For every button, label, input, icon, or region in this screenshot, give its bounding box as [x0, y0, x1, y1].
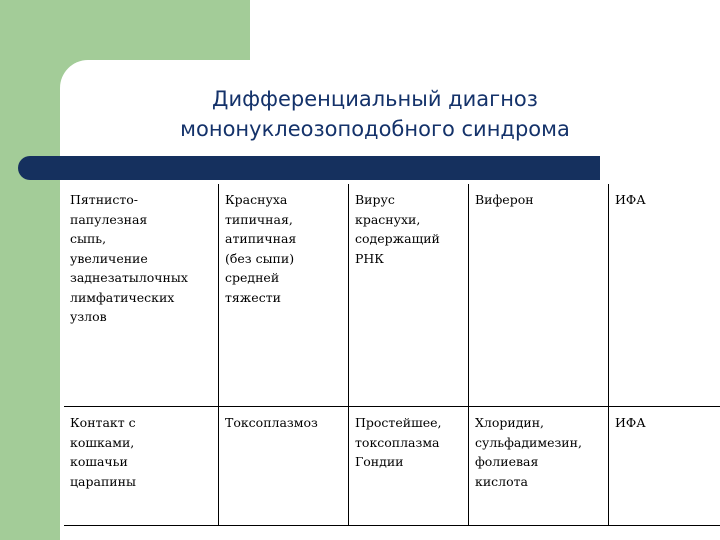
- cell-text-line: лимфатических: [70, 289, 175, 305]
- slide-title: [130, 84, 620, 144]
- cell-text-line: Контакт с: [70, 415, 136, 430]
- cell-text-line: заднезатылочных: [70, 270, 188, 285]
- cell-text-line: Гондии: [355, 454, 404, 469]
- cell-text-line: токсоплазма: [355, 434, 440, 450]
- cell-text-line: Хлоридин,: [475, 415, 545, 430]
- cell-text-line: увеличение: [70, 250, 148, 266]
- slide-title-line-2: мононуклеозоподобного синдрома: [180, 117, 570, 141]
- table-row: [64, 406, 720, 526]
- cell-text-line: Виферон: [475, 192, 534, 207]
- cell-text-line: типичная,: [225, 211, 293, 227]
- table-cell-method: [608, 184, 720, 406]
- cell-text-line: ИФА: [615, 415, 646, 430]
- cell-text-line: тяжести: [225, 289, 281, 305]
- table-cell-disease: [218, 407, 348, 525]
- table-cell-disease: [218, 184, 348, 406]
- table-cell-treatment: [468, 184, 608, 406]
- cell-text-line: Простейшее,: [355, 415, 442, 430]
- cell-text-line: ИФА: [615, 192, 646, 207]
- cell-text-line: узлов: [70, 309, 107, 324]
- cell-text-line: средней: [225, 270, 280, 285]
- diagnosis-table: [64, 184, 720, 526]
- cell-text-line: сульфадимезин,: [475, 434, 582, 450]
- table-cell-pathogen: [348, 407, 468, 525]
- table-cell-method: [608, 407, 720, 525]
- cell-text-line: кошачьи: [70, 454, 128, 469]
- cell-text-line: содержащий: [355, 231, 440, 246]
- table-cell-pathogen: [348, 184, 468, 406]
- cell-text-line: РНК: [355, 250, 384, 266]
- slide-title-line-1: Дифференциальный диагноз: [212, 87, 538, 111]
- cell-text-line: Краснуха: [225, 192, 288, 207]
- table-cell-symptoms: [64, 184, 218, 406]
- table-cell-treatment: [468, 407, 608, 525]
- cell-text-line: сыпь,: [70, 231, 107, 246]
- cell-text-line: краснухи,: [355, 211, 421, 227]
- cell-text-line: царапины: [70, 473, 136, 489]
- cell-text-line: (без сыпи): [225, 250, 295, 266]
- cell-text-line: кислота: [475, 473, 528, 489]
- table-cell-symptoms: [64, 407, 218, 525]
- cell-text-line: Токсоплазмоз: [225, 415, 318, 430]
- cell-text-line: атипичная: [225, 231, 297, 246]
- cell-text-line: фолиевая: [475, 454, 539, 469]
- table-row: [64, 184, 720, 406]
- cell-text-line: папулезная: [70, 211, 148, 227]
- cell-text-line: Пятнисто-: [70, 192, 139, 207]
- cell-text-line: кошками,: [70, 434, 135, 450]
- cell-text-line: Вирус: [355, 192, 395, 207]
- decorative-navy-bar: [18, 156, 600, 180]
